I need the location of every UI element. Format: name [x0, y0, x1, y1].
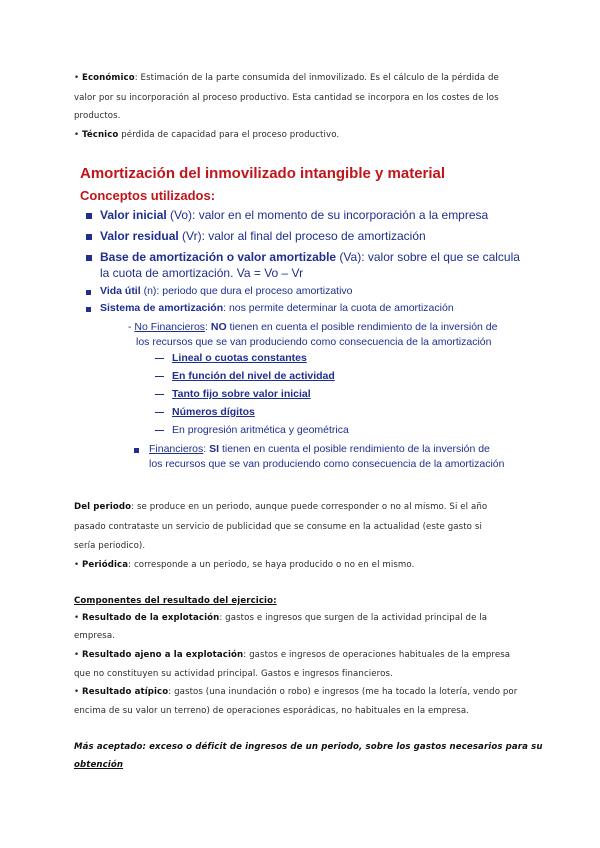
note-economico-line3: productos. — [74, 111, 121, 121]
bullet: • — [74, 687, 80, 697]
term: No Financieros — [134, 321, 206, 333]
item-text: (n): periodo que dura el proceso amortizativo — [140, 285, 353, 297]
bullet: • — [74, 560, 80, 570]
conclusion-line2: obtención — [74, 760, 124, 770]
prefix: - — [128, 321, 135, 333]
term-ajeno: Resultado ajeno a la explotación — [82, 650, 244, 660]
note-explotacion-line2: empresa. — [74, 631, 116, 641]
term: Financieros — [149, 443, 204, 455]
bullet: • — [74, 130, 80, 140]
note-atipico-line1 — [74, 687, 517, 697]
dash-bullet — [155, 394, 164, 395]
method-progresion: En progresión aritmética y geométrica — [172, 424, 349, 436]
note-economico-line2: valor por su incorporación al proceso productivo. Esta cantidad se incorpora en los costes de los — [74, 93, 499, 103]
financieros — [149, 443, 490, 455]
method-tanto-fijo: Tanto fijo sobre valor inicial — [172, 388, 311, 400]
bold-si: SI — [209, 443, 220, 455]
note-text: : gastos e ingresos de operaciones habituales de la empresa — [243, 650, 511, 660]
item-base — [100, 250, 520, 264]
term-del-periodo: Del periodo — [74, 502, 132, 512]
dash-bullet — [155, 412, 164, 413]
dash-bullet — [155, 358, 164, 359]
term: Vida útil — [100, 285, 141, 297]
method-nivel-actividad: En función del nivel de actividad — [172, 370, 335, 382]
note-ajeno-line1 — [74, 650, 510, 660]
term-explotacion: Resultado de la explotación — [82, 613, 220, 623]
sep: : — [203, 443, 210, 455]
no-financieros — [128, 321, 498, 333]
bullet-square — [86, 213, 92, 219]
note-text: : gastos (una inundación o robo) e ingresos (me ha tocado la lotería, vendo por — [168, 687, 518, 697]
item-valor-residual — [100, 229, 426, 243]
bullet: • — [74, 613, 80, 623]
note-del-periodo-line2: pasado contrataste un servicio de publicidad que se consume en la actualidad (este gasto si — [74, 522, 482, 532]
item-text: (Vo): valor en el momento de su incorporación a la empresa — [166, 208, 489, 222]
financieros-line2: los recursos que se van produciendo como consecuencia de la amortización — [149, 458, 505, 470]
text: tienen en cuenta el posible rendimiento de la inversión de — [226, 321, 498, 333]
dash-bullet — [155, 376, 164, 377]
conclusion-line1: Más aceptado: exceso o déficit de ingresos de un periodo, sobre los gastos necesarios para su — [74, 742, 543, 752]
note-text: : corresponde a un periodo, se haya producido o no en el mismo. — [128, 560, 415, 570]
method-lineal: Lineal o cuotas constantes — [172, 352, 307, 364]
bullet: • — [74, 650, 80, 660]
slide-subtitle: Conceptos utilizados: — [80, 188, 216, 203]
note-periodica — [74, 560, 414, 570]
bullet-square — [134, 448, 139, 453]
term-atipico: Resultado atípico — [82, 687, 169, 697]
term-economico: Económico — [82, 73, 135, 83]
no-financieros-line2: los recursos que se van produciendo como consecuencia de la amortización — [136, 336, 492, 348]
bullet-square — [86, 234, 92, 240]
item-valor-inicial — [100, 208, 488, 222]
note-atipico-line2: encima de su valor un terreno) de operaciones esporádicas, no habituales en la empresa. — [74, 706, 470, 716]
note-text: : gastos e ingresos que surgen de la actividad principal de la — [219, 613, 488, 623]
components-heading: Componentes del resultado del ejercicio: — [74, 596, 277, 606]
term: Sistema de amortización — [100, 302, 224, 314]
bullet-square — [86, 255, 92, 261]
item-text: (Va): valor sobre el que se calcula — [336, 250, 520, 264]
item-sistema — [100, 302, 454, 314]
note-del-periodo-line1 — [74, 502, 487, 512]
note-economico-line1 — [74, 73, 499, 83]
item-text: (Vr): valor al final del proceso de amortización — [178, 229, 426, 243]
sep: : — [205, 321, 211, 333]
term: Valor residual — [100, 229, 179, 243]
note-explotacion-line1 — [74, 613, 487, 623]
note-text: pérdida de capacidad para el proceso productivo. — [118, 130, 340, 140]
note-text: : Estimación de la parte consumida del inmovilizado. Es el cálculo de la pérdida de — [134, 73, 499, 83]
term: Valor inicial — [100, 208, 167, 222]
text: tienen en cuenta el posible rendimiento de la inversión de — [219, 443, 490, 455]
item-base-line2: la cuota de amortización. Va = Vo – Vr — [100, 266, 304, 280]
item-text: : nos permite determinar la cuota de amortización — [223, 302, 454, 314]
note-del-periodo-line3: sería periodico). — [74, 541, 146, 551]
dash-bullet — [155, 430, 164, 431]
term-tecnico: Técnico — [82, 130, 119, 140]
slide-title: Amortización del inmovilizado intangible y material — [80, 165, 446, 182]
note-ajeno-line2: que no constituyen su actividad principal. Gastos e ingresos financieros. — [74, 669, 393, 679]
note-text: : se produce en un periodo, aunque puede corresponder o no al mismo. Si el año — [131, 502, 488, 512]
term: Base de amortización o valor amortizable — [100, 250, 337, 264]
bullet-square — [86, 290, 91, 295]
note-tecnico — [74, 130, 339, 140]
item-vida-util — [100, 285, 353, 297]
bold-no: NO — [210, 321, 227, 333]
method-numeros-digitos: Números dígitos — [172, 406, 255, 418]
term-periodica: Periódica — [82, 560, 129, 570]
bullet: • — [74, 73, 80, 83]
bullet-square — [86, 307, 91, 312]
